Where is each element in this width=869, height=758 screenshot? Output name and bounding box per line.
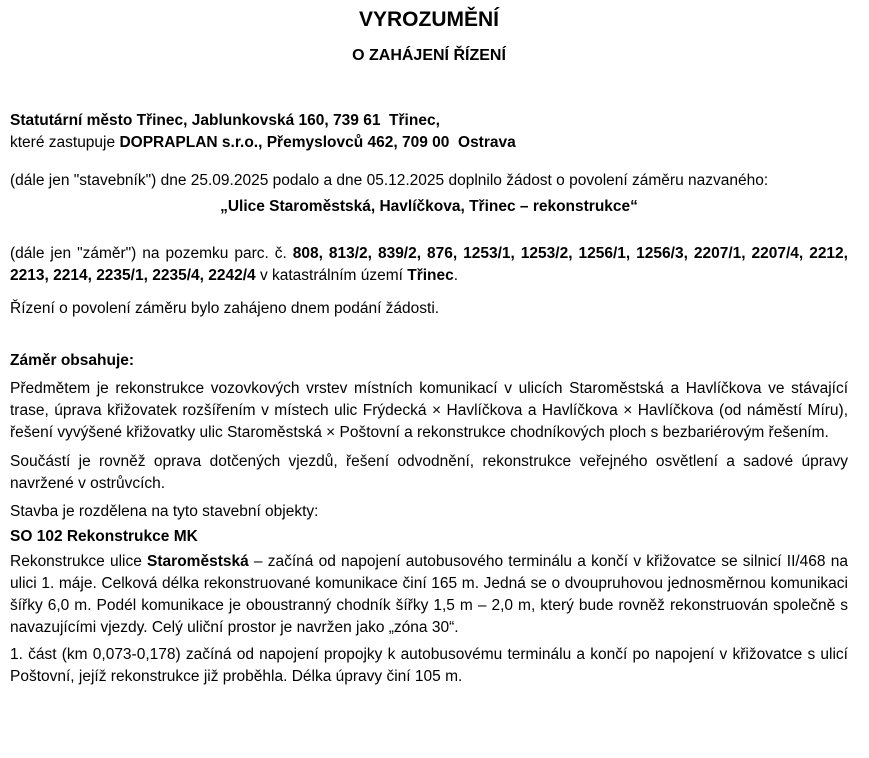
object-description [10,551,848,639]
parcels-suffix: . [453,267,459,284]
cadastral-area: Třinec [407,267,454,284]
document-title: VYROZUMĚNÍ [358,8,499,31]
parcels-paragraph [10,243,848,287]
object-description-prefix: Rekonstrukce ulice [10,553,148,570]
project-name: „Ulice Staroměstská, Havlíčkova, Třinec – rekonstrukce“ [220,198,638,215]
parties-paragraph [10,110,848,154]
scope-paragraph-2: Součástí je rovněž oprava dotčených vjezdů, řešení odvodnění, rekonstrukce veřejného osvětlení a sadové úpravy navržené v ostrůvcích. [10,453,848,492]
scope-heading: Záměr obsahuje: [10,352,135,369]
street-name: Staroměstská [147,553,249,570]
application-statement: (dále jen "stavebník") dne 25.09.2025 podalo a dne 05.12.2025 doplnilo žádost o povolení záměru nazvaného: [10,172,769,189]
parcel-numbers: 808, 813/2, 839/2, 876, 1253/1, 1253/2, 1256/1, 1256/3, 2207/1, 2207/4, 2212, 2213, 2214, 2235/1, 2235/4, 2242/4 [10,245,848,284]
parcels-middle: v katastrálním území [255,267,408,284]
objects-intro: Stavba je rozdělena na tyto stavební objekty: [10,503,319,520]
applicant-name-address: Statutární město Třinec, Jablunkovská 160, 739 61 Třinec, [10,112,440,129]
parcels-prefix: (dále jen "záměr") na pozemku parc. č. [10,245,293,262]
object-heading: SO 102 Rekonstrukce MK [10,528,198,545]
document-subtitle: O ZAHÁJENÍ ŘÍZENÍ [352,47,506,64]
section-paragraph: 1. část (km 0,073-0,178) začíná od napojení propojky k autobusovému terminálu a končí po napojení v křižovatce s ulicí Poštovní, jejíž rekonstrukce již proběhla. Délka úpravy činí 105 m. [10,646,848,685]
representative-name-address: DOPRAPLAN s.r.o., Přemyslovců 462, 709 00 Ostrava [119,134,516,151]
scope-paragraph-1: Předmětem je rekonstrukce vozovkových vrstev místních komunikací v ulicích Staroměstská a Havlíčkova ve stávající trase, úprava křižovatek rozšířením v místech ulic Frýdecká × Havlíčkova a Havlíčkova × Havlíčkova (od náměstí Míru), řešení vyvýšené křižovatky ulic Staroměstská × Poštovní a rekonstrukce chodníkových ploch s bezbariérovým řešením. [10,380,848,441]
representative-prefix: které zastupuje [10,134,120,151]
proceedings-note: Řízení o povolení záměru bylo zahájeno dnem podání žádosti. [10,300,440,317]
object-description-rest: – začíná od napojení autobusového terminálu a končí v křižovatce se silnicí II/468 na ulici 1. máje. Celková délka rekonstruované komunikace činí 165 m. Jedná se o dvoupruhovou jednosměrnou komunikaci šířky 6,0 m. Podél komunikace je oboustranný chodník šířky 1,5 m – 2,0 m, který bude rovněž rekonstruován společně s navazujícími vjezdy. Celý uliční prostor je navržen jako „zóna 30“. [10,553,848,636]
